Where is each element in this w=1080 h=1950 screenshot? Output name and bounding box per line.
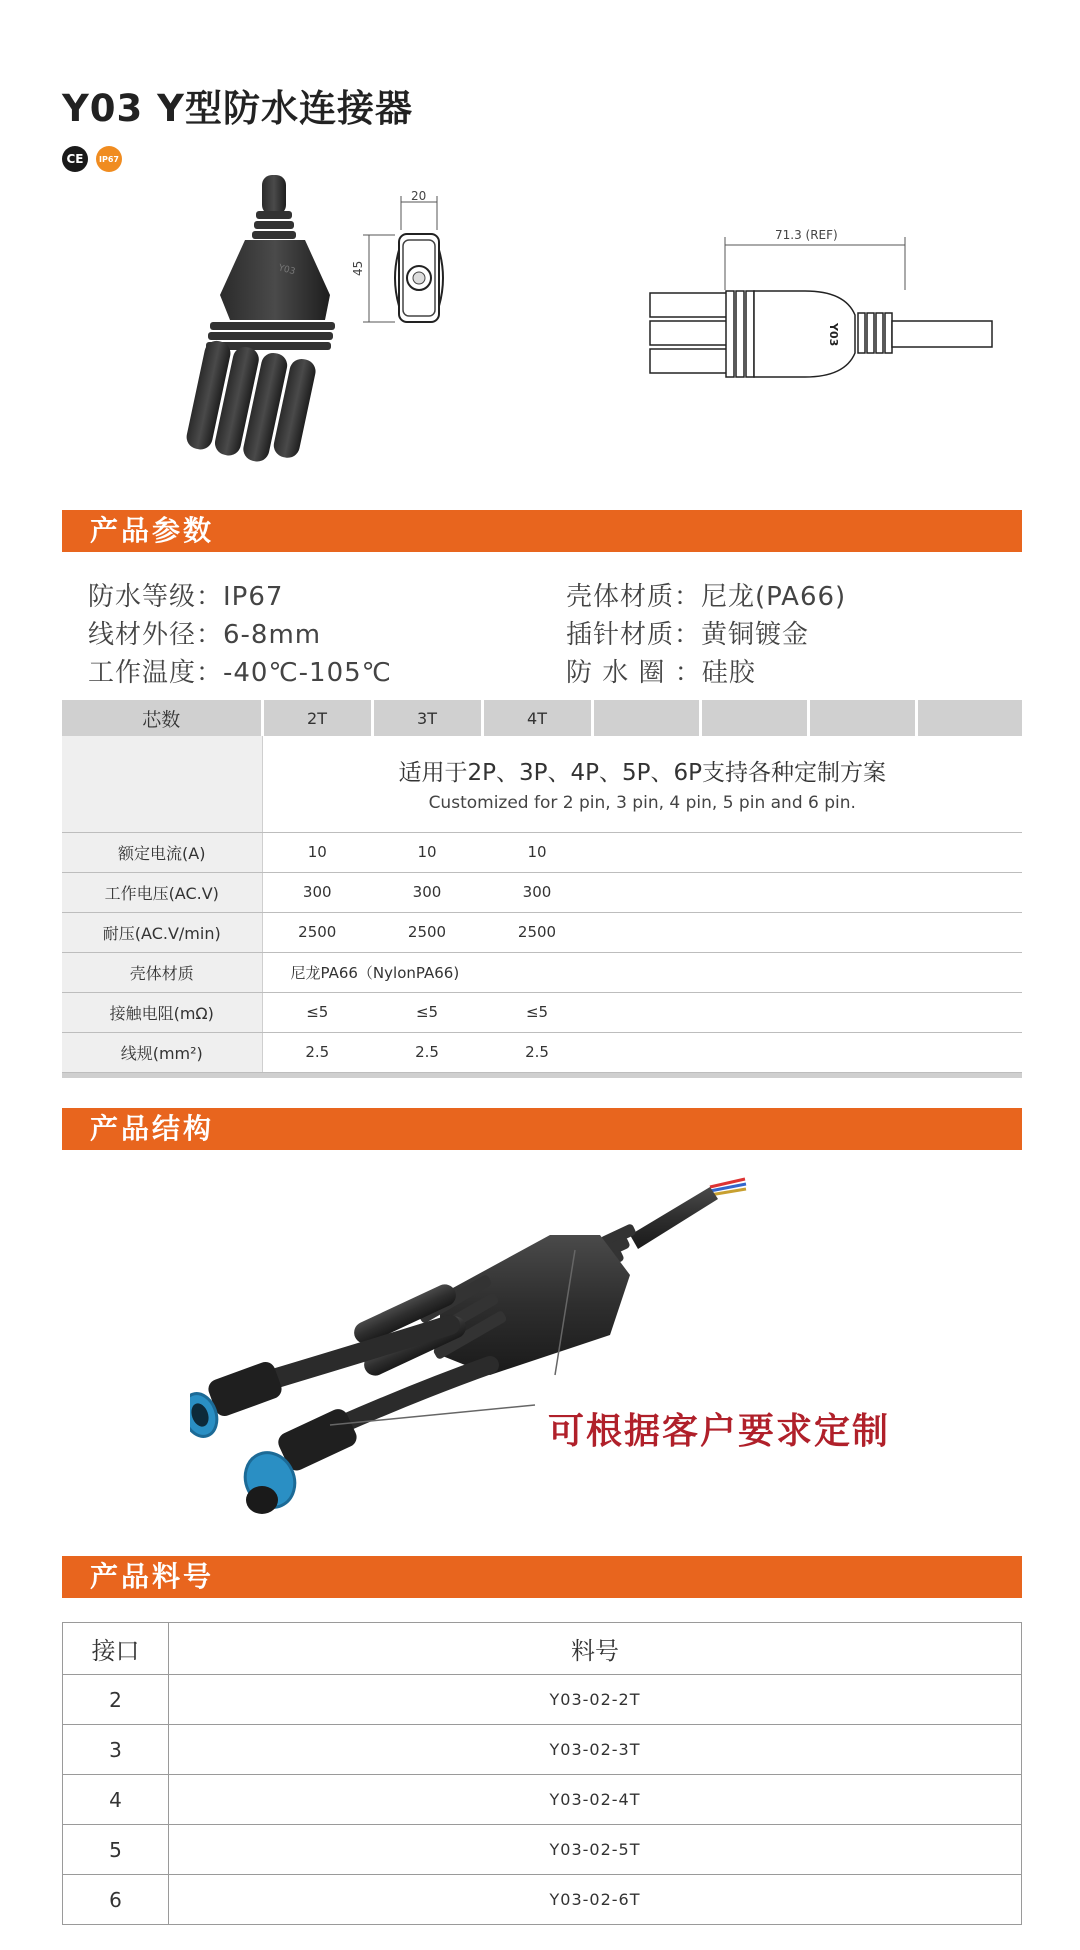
param-housing-material: 壳体材质：尼龙(PA66)	[566, 582, 847, 612]
port-cell: 5	[63, 1825, 169, 1875]
spec-cell-housing: 尼龙PA66（NylonPA66)	[262, 952, 1022, 992]
port-cell: 6	[63, 1875, 169, 1925]
param-operating-temp: 工作温度：-40℃-105℃	[88, 658, 392, 688]
spec-cell: 300	[372, 872, 482, 912]
spec-cell: ≤5	[372, 992, 482, 1032]
width-dimension: 20	[411, 190, 427, 203]
table-row	[63, 1825, 1022, 1875]
part-header-port: 接口	[63, 1623, 169, 1675]
spec-cell: 2.5	[372, 1032, 482, 1072]
table-row	[63, 1675, 1022, 1725]
section-header-structure: 产品结构	[62, 1108, 1022, 1150]
custom-callout: 可根据客户要求定制	[548, 1411, 891, 1452]
section-header-part-numbers: 产品料号	[62, 1556, 1022, 1598]
spec-cell: 2500	[482, 912, 592, 952]
spec-cell: 300	[262, 872, 372, 912]
param-seal-material: 防 水 圈 ：硅胶	[566, 658, 756, 688]
spec-row-withstand-voltage	[62, 912, 1022, 952]
param-cable-diameter: 线材外径：6-8mm	[88, 620, 322, 650]
spec-row-label: 壳体材质	[62, 952, 262, 992]
spec-header-cores: 芯数	[62, 700, 262, 736]
spec-note-zh: 适用于2P、3P、4P、5P、6P支持各种定制方案	[398, 760, 886, 787]
spec-header-empty	[700, 700, 808, 736]
section-header-params: 产品参数	[62, 510, 1022, 552]
spec-row-contact-resistance	[62, 992, 1022, 1032]
table-row	[63, 1775, 1022, 1825]
model-mark-side: Y03	[827, 323, 840, 347]
spec-row-wire-gauge	[62, 1032, 1022, 1072]
spec-row-voltage	[62, 872, 1022, 912]
spec-row-label: 耐压(AC.V/min)	[62, 912, 262, 952]
spec-row-label: 线规(mm²)	[62, 1032, 262, 1072]
port-cell: 4	[63, 1775, 169, 1825]
spec-cell: 10	[262, 832, 372, 872]
spec-table-bottom-rule	[62, 1073, 1022, 1078]
table-row	[63, 1875, 1022, 1925]
spec-header-col: 2T	[262, 700, 372, 736]
part-number-cell: Y03-02-2T	[169, 1675, 1022, 1725]
spec-note-cell	[262, 736, 1022, 832]
spec-cell-empty	[592, 1032, 1022, 1072]
part-header-pn: 料号	[169, 1623, 1022, 1675]
spec-cell: 2.5	[262, 1032, 372, 1072]
spec-cell: 2500	[372, 912, 482, 952]
param-waterproof-grade: 防水等级：IP67	[88, 582, 284, 612]
spec-cell: 10	[372, 832, 482, 872]
part-number-table	[62, 1622, 1022, 1925]
spec-cell-empty	[592, 912, 1022, 952]
spec-cell: 300	[482, 872, 592, 912]
spec-cell-empty	[592, 992, 1022, 1032]
ce-mark-icon: CE	[62, 146, 88, 172]
port-cell: 3	[63, 1725, 169, 1775]
part-number-cell: Y03-02-6T	[169, 1875, 1022, 1925]
side-view-drawing	[640, 225, 1000, 405]
part-table-header	[63, 1623, 1022, 1675]
spec-cell-empty	[592, 872, 1022, 912]
spec-cell-empty	[592, 832, 1022, 872]
page-title: Y03 Y型防水连接器	[62, 87, 413, 130]
table-row	[63, 1725, 1022, 1775]
spec-cell: 10	[482, 832, 592, 872]
param-pin-material: 插针材质：黄铜镀金	[566, 620, 810, 650]
spec-note-label	[62, 736, 262, 832]
spec-row-label: 额定电流(A)	[62, 832, 262, 872]
model-mark: Y03	[277, 263, 297, 278]
spec-header-col: 4T	[482, 700, 592, 736]
spec-note-row	[62, 736, 1022, 832]
port-cell: 2	[63, 1675, 169, 1725]
spec-header-empty	[592, 700, 700, 736]
length-dimension: 71.3 (REF)	[775, 228, 838, 242]
spec-row-label: 接触电阻(mΩ)	[62, 992, 262, 1032]
spec-cell: ≤5	[262, 992, 372, 1032]
front-view-drawing	[345, 190, 485, 340]
height-dimension: 45	[351, 260, 365, 276]
spec-table-header	[62, 700, 1022, 736]
spec-header-empty	[916, 700, 1022, 736]
part-number-cell: Y03-02-3T	[169, 1725, 1022, 1775]
spec-header-empty	[808, 700, 916, 736]
ip67-badge-icon: IP67	[96, 146, 122, 172]
spec-cell: 2500	[262, 912, 372, 952]
spec-row-current	[62, 832, 1022, 872]
spec-header-col: 3T	[372, 700, 482, 736]
spec-cell: 2.5	[482, 1032, 592, 1072]
spec-row-housing	[62, 952, 1022, 992]
certification-badges	[62, 146, 122, 172]
part-number-cell: Y03-02-5T	[169, 1825, 1022, 1875]
part-number-cell: Y03-02-4T	[169, 1775, 1022, 1825]
spec-note-en: Customized for 2 pin, 3 pin, 4 pin, 5 pin and 6 pin.	[428, 793, 856, 814]
structure-photo	[190, 1175, 830, 1545]
spec-cell: ≤5	[482, 992, 592, 1032]
spec-row-label: 工作电压(AC.V)	[62, 872, 262, 912]
spec-table	[62, 700, 1022, 1073]
